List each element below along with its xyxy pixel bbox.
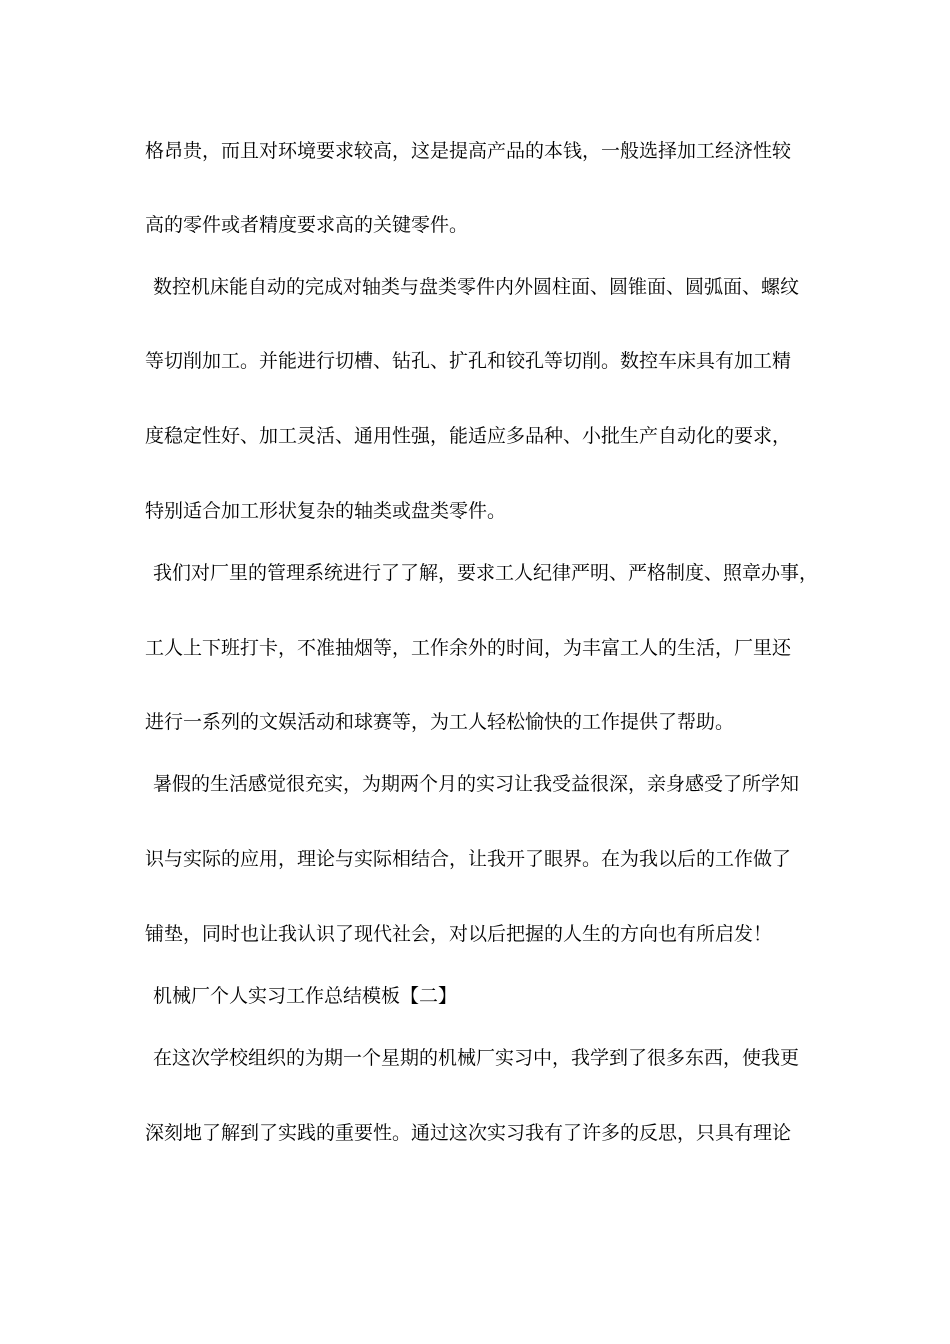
text-line: 高的零件或者精度要求高的关键零件。 bbox=[145, 214, 469, 236]
text-line: 度稳定性好、加工灵活、通用性强，能适应多品种、小批生产自动化的要求， bbox=[145, 425, 792, 447]
text-line: 特别适合加工形状复杂的轴类或盘类零件。 bbox=[145, 500, 507, 522]
text-line: 等切削加工。并能进行切槽、钻孔、扩孔和铰孔等切削。数控车床具有加工精 bbox=[145, 350, 792, 372]
text-line: 格昂贵，而且对环境要求较高，这是提高产品的本钱，一般选择加工经济性较 bbox=[145, 140, 792, 162]
section-heading: 机械厂个人实习工作总结模板【二】 bbox=[153, 985, 458, 1007]
text-line: 工人上下班打卡，不准抽烟等，工作余外的时间，为丰富工人的生活，厂里还 bbox=[145, 637, 792, 659]
paragraph-start-line: 数控机床能自动的完成对轴类与盘类零件内外圆柱面、圆锥面、圆弧面、螺纹 bbox=[153, 276, 800, 298]
paragraph-start-line: 我们对厂里的管理系统进行了了解，要求工人纪律严明、严格制度、照章办事， bbox=[153, 562, 819, 584]
text-line: 深刻地了解到了实践的重要性。通过这次实习我有了许多的反思，只具有理论 bbox=[145, 1122, 792, 1144]
text-line: 铺垫，同时也让我认识了现代社会，对以后把握的人生的方向也有所启发！ bbox=[145, 923, 773, 945]
text-line: 识与实际的应用，理论与实际相结合，让我开了眼界。在为我以后的工作做了 bbox=[145, 848, 792, 870]
paragraph-start-line: 在这次学校组织的为期一个星期的机械厂实习中，我学到了很多东西，使我更 bbox=[153, 1047, 800, 1069]
text-line: 进行一系列的文娱活动和球赛等，为工人轻松愉快的工作提供了帮助。 bbox=[145, 711, 735, 733]
paragraph-start-line: 暑假的生活感觉很充实，为期两个月的实习让我受益很深，亲身感受了所学知 bbox=[153, 773, 800, 795]
